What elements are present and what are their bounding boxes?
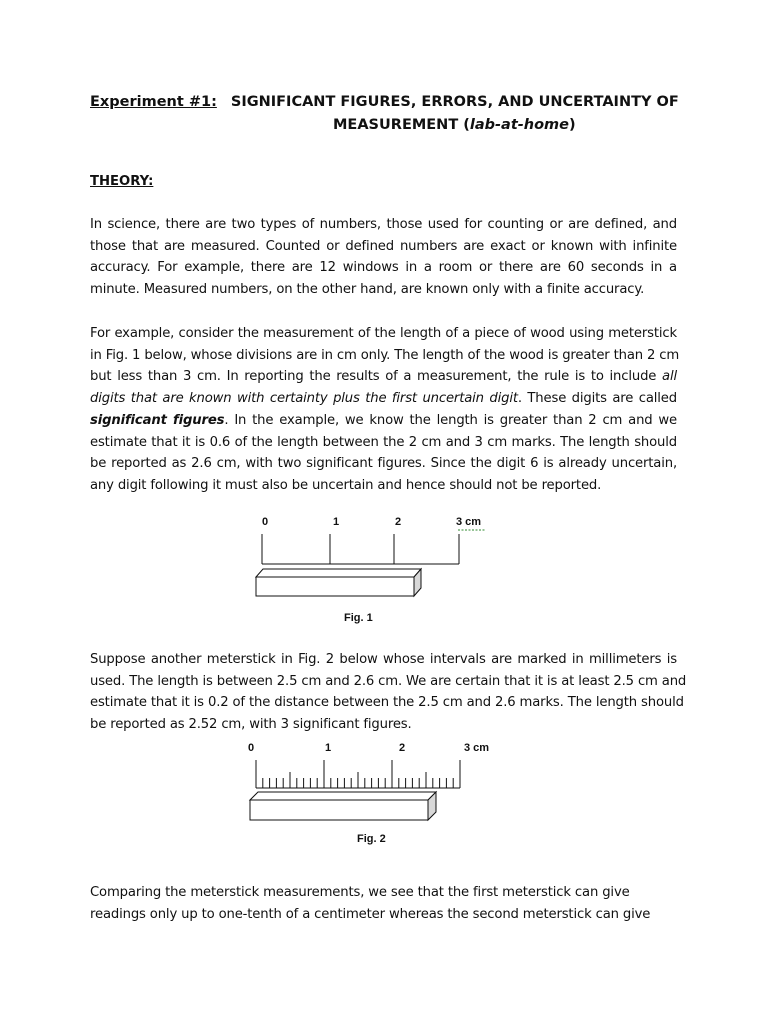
fig2-wood-block [250, 792, 436, 820]
theory-heading: THEORY: [90, 174, 154, 189]
wood-front-face [250, 800, 428, 820]
paragraph-line: In science, there are two types of numbers, those used for counting or are defined, and [90, 217, 677, 232]
fig2-ruler [256, 760, 460, 788]
experiment-label: Experiment #1: [90, 94, 217, 110]
title-line2-italic: lab-at-home [469, 117, 570, 133]
paragraph-line: estimate that it is 0.2 of the distance between the 2.5 cm and 2.6 marks. The length should [90, 695, 684, 711]
paragraph-line: any digit following it must also be uncertain and hence should not be reported. [90, 477, 602, 493]
fig2-caption: Fig. 2 [357, 833, 386, 845]
emphasis-text: all [662, 369, 677, 385]
fig2-tick-label: 2 [399, 742, 406, 754]
fig1-tick-label: 2 [395, 516, 402, 528]
fig2-tick-label: 3 cm [464, 742, 490, 754]
emphasis-text: digits that are known with certainty plus the first uncertain digit [90, 391, 518, 407]
paragraph-line: used. The length is between 2.5 cm and 2.6 cm. We are certain that it is at least 2.5 cm and [90, 673, 687, 689]
paragraph-line: in Fig. 1 below, whose divisions are in cm only. The length of the wood is greater than 2 cm [90, 347, 680, 363]
paragraph-line: be reported as 2.6 cm, with two significant figures. Since the digit 6 is already uncertain, [90, 456, 677, 472]
fig2-tick-label: 1 [325, 742, 332, 754]
paragraph-text: but less than 3 cm. In reporting the results of a measurement, the rule is to include [90, 369, 663, 385]
wood-top-face [256, 569, 421, 577]
fig1-ruler [262, 534, 459, 564]
paragraph-line: Comparing the meterstick measurements, we see that the first meterstick can give [90, 885, 630, 900]
title-line2-prefix: MEASUREMENT ( [333, 117, 470, 133]
fig2-tick-label: 0 [248, 742, 255, 754]
paragraph-3 [90, 649, 687, 736]
paragraph-line: minute. Measured numbers, on the other hand, are known only with a finite accuracy. [90, 282, 645, 298]
paragraph-line: For example, consider the measurement of the length of a piece of wood using meterstick [90, 326, 677, 341]
paragraph-line: readings only up to one-tenth of a centimeter whereas the second meterstick can give [90, 906, 651, 922]
paragraph-line: accuracy. For example, there are 12 windows in a room or there are 60 seconds in a [90, 260, 677, 276]
paragraph-line: be reported as 2.52 cm, with 3 significant figures. [90, 717, 412, 733]
title-main: SIGNIFICANT FIGURES, ERRORS, AND UNCERTAINTY OF [230, 94, 679, 110]
fig1-tick-label: 0 [262, 516, 269, 528]
paragraph-line: those that are measured. Counted or defined numbers are exact or known with infinite [90, 238, 677, 254]
paragraph-4 [90, 882, 677, 925]
key-term: significant figures [90, 412, 225, 428]
title-line2-suffix: ) [569, 117, 576, 133]
fig1-tick-label: 1 [333, 516, 340, 528]
fig1-tick-label: 3 cm [456, 516, 482, 528]
paragraph-text: . In the example, we know the length is greater than 2 cm and we [224, 412, 677, 428]
fig1-caption: Fig. 1 [344, 612, 373, 624]
paragraph-line: Suppose another meterstick in Fig. 2 below whose intervals are marked in millimeters is [90, 652, 677, 667]
paragraph-text: . These digits are called [517, 391, 677, 407]
wood-top-face [250, 792, 436, 800]
fig1-wood-block [256, 569, 421, 596]
wood-front-face [256, 577, 414, 596]
paragraph-line: estimate that it is 0.6 of the length between the 2 cm and 3 cm marks. The length should [90, 434, 677, 450]
